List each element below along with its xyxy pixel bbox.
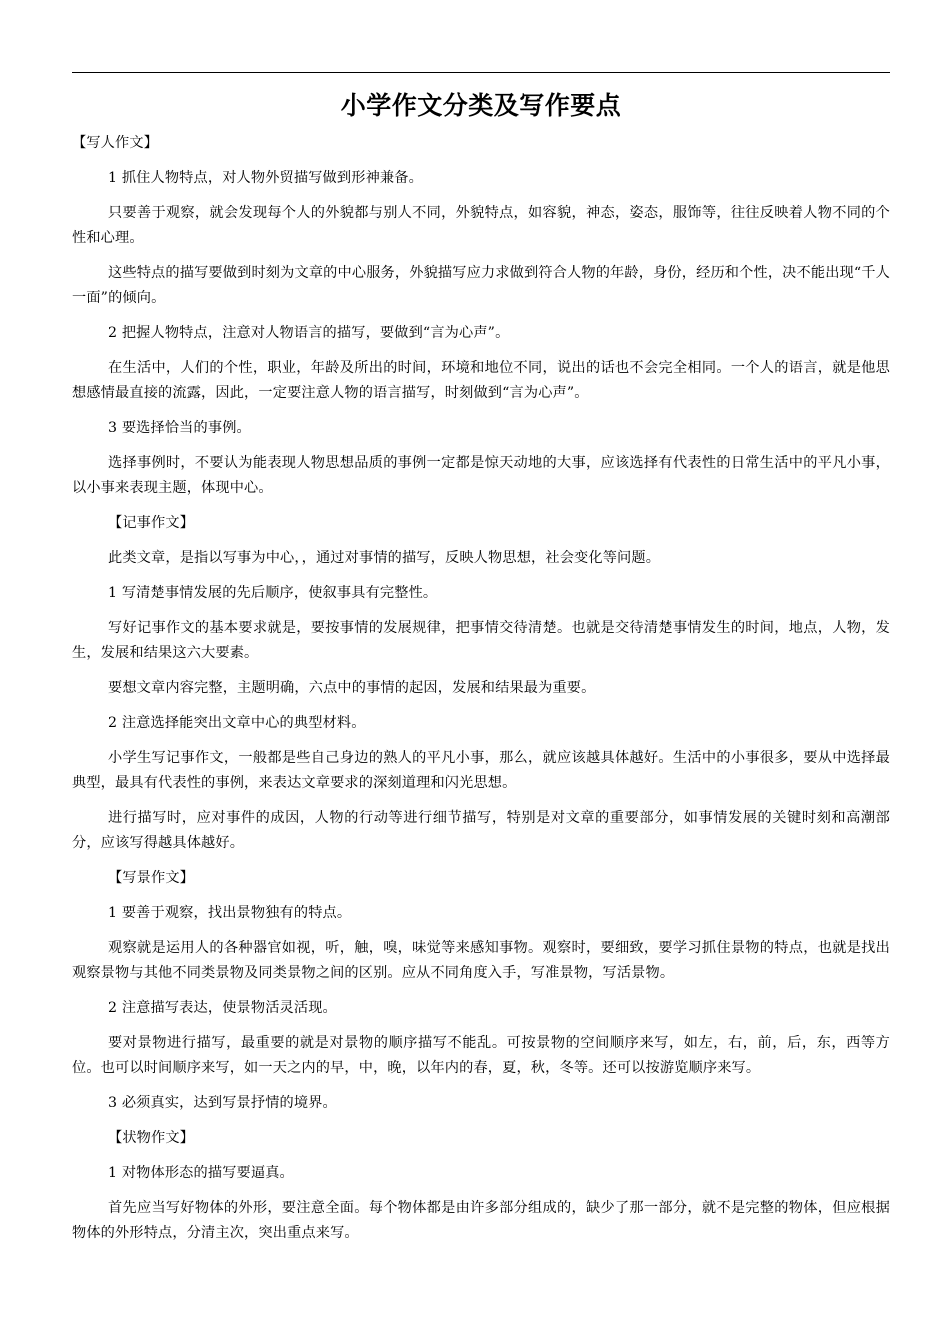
document-body	[72, 131, 890, 1256]
numbered-point: 3 必须真实，达到写景抒情的境界。	[108, 1095, 337, 1111]
numbered-point: 1 写清楚事情发展的先后顺序，使叙事具有完整性。	[108, 585, 438, 601]
section-heading: 【记事作文】	[108, 515, 195, 531]
body-paragraph: 首先应当写好物体的外形，要注意全面。每个物体都是由许多部分组成的，缺少了那一部分，就不是完整的物体，但应根据物体的外形特点，分清主次，突出重点来写。	[72, 1200, 890, 1241]
section-heading: 【写景作文】	[108, 870, 195, 886]
body-paragraph: 观察就是运用人的各种器官如视，听，触，嗅，味觉等来感知事物。观察时，要细致，要学习抓住景物的特点，也就是找出观察景物与其他不同类景物及同类景物之间的区别。应从不同角度入手，写准景物，写活景物。	[72, 940, 890, 981]
section-heading: 【状物作文】	[108, 1130, 195, 1146]
numbered-point: 1 抓住人物特点，对人物外贸描写做到形神兼备。	[108, 170, 423, 186]
numbered-point: 2 注意描写表达，使景物活灵活现。	[108, 1000, 337, 1016]
body-paragraph: 此类文章，是指以写事为中心，，通过对事情的描写，反映人物思想，社会变化等问题。	[108, 550, 661, 566]
document-title: 小学作文分类及写作要点	[340, 91, 622, 120]
body-paragraph: 这些特点的描写要做到时刻为文章的中心服务，外貌描写应力求做到符合人物的年龄，身份，经历和个性，决不能出现“千人一面”的倾向。	[72, 265, 890, 306]
body-paragraph: 只要善于观察，就会发现每个人的外貌都与别人不同，外貌特点，如容貌，神态，姿态，服饰等，往往反映着人物不同的个性和心理。	[72, 205, 890, 246]
body-paragraph: 小学生写记事作文，一般都是些自己身边的熟人的平凡小事，那么，就应该越具体越好。生活中的小事很多，要从中选择最典型，最具有代表性的事例，来表达文章要求的深刻道理和闪光思想。	[72, 750, 890, 791]
body-paragraph: 要对景物进行描写，最重要的就是对景物的顺序描写不能乱。可按景物的空间顺序来写，如左，右，前，后，东，西等方位。也可以时间顺序来写，如一天之内的早，中，晚，以年内的春，夏，秋，冬等。还可以按游览顺序来写。	[72, 1035, 890, 1076]
body-paragraph: 写好记事作文的基本要求就是，要按事情的发展规律，把事情交待清楚。也就是交待清楚事情发生的时间，地点，人物，发生，发展和结果这六大要素。	[72, 620, 890, 661]
numbered-point: 2 注意选择能突出文章中心的典型材料。	[108, 715, 366, 731]
body-paragraph: 选择事例时，不要认为能表现人物思想品质的事例一定都是惊天动地的大事，应该选择有代表性的日常生活中的平凡小事，以小事来表现主题，体现中心。	[72, 455, 890, 496]
numbered-point: 1 对物体形态的描写要逼真。	[108, 1165, 294, 1181]
section-heading: 【写人作文】	[72, 135, 159, 151]
numbered-point: 2 把握人物特点，注意对人物语言的描写，要做到“言为心声”。	[108, 325, 510, 341]
numbered-point: 1 要善于观察，找出景物独有的特点。	[108, 905, 352, 921]
header-rule	[72, 72, 890, 73]
numbered-point: 3 要选择恰当的事例。	[108, 420, 251, 436]
body-paragraph: 在生活中，人们的个性，职业，年龄及所出的时间，环境和地位不同，说出的话也不会完全相同。一个人的语言，就是他思想感情最直接的流露，因此，一定要注意人物的语言描写，时刻做到“言为心声”。	[72, 360, 890, 401]
body-paragraph: 进行描写时，应对事件的成因，人物的行动等进行细节描写，特别是对文章的重要部分，如事情发展的关键时刻和高潮部分，应该写得越具体越好。	[72, 810, 890, 851]
body-paragraph: 要想文章内容完整，主题明确，六点中的事情的起因，发展和结果最为重要。	[108, 680, 596, 696]
